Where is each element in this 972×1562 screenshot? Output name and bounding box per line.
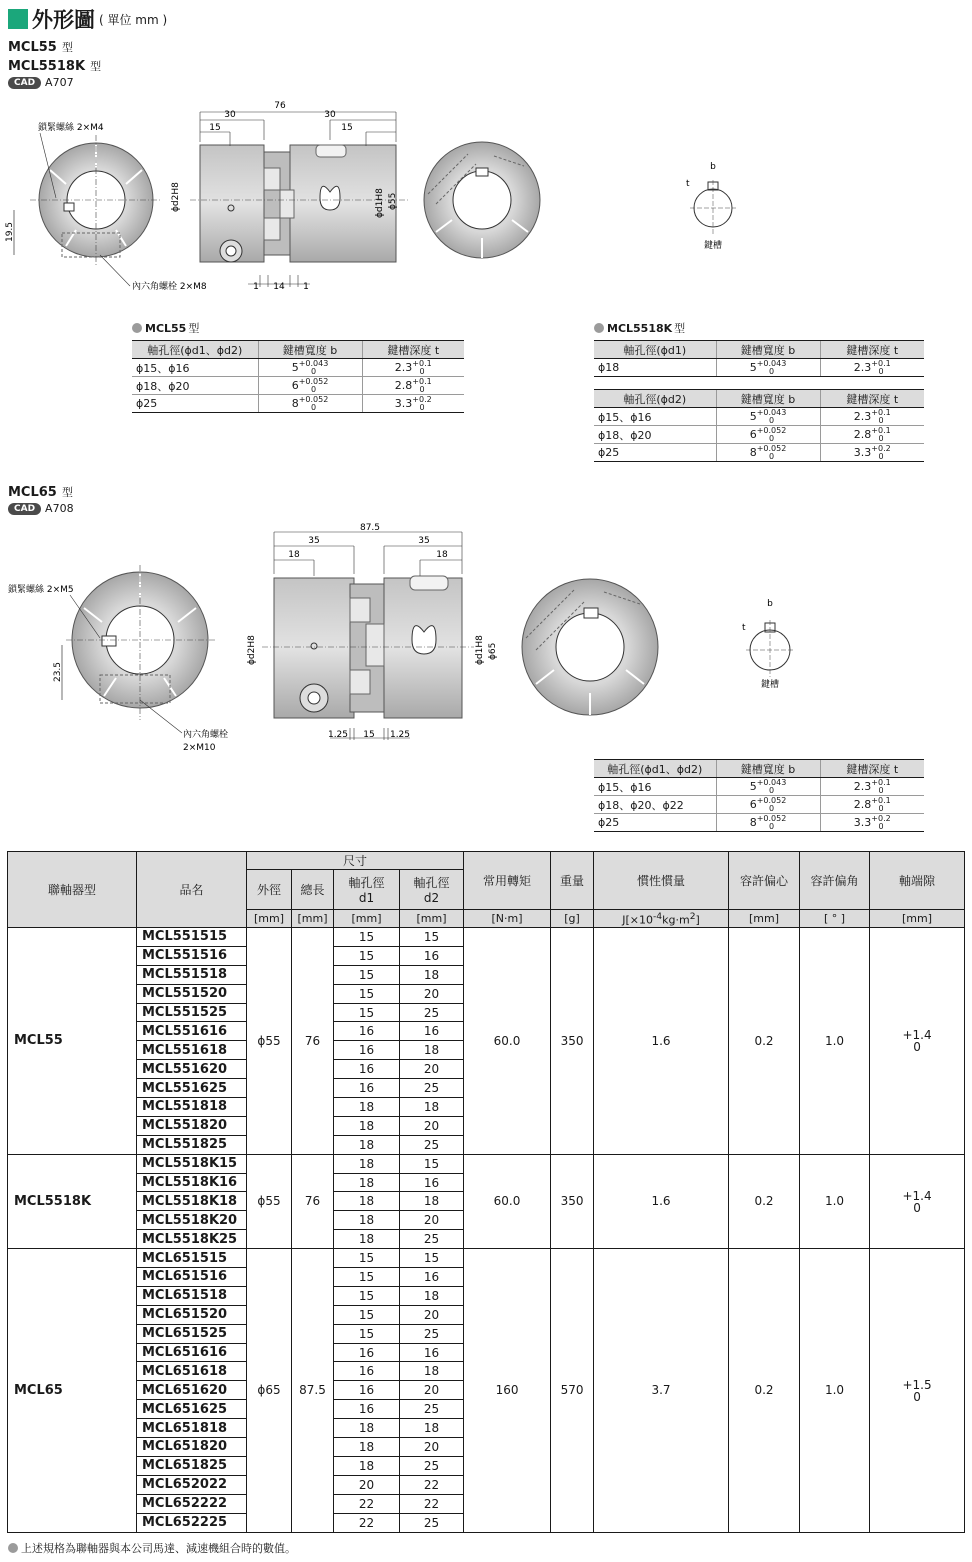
table-row: MCL651825 18 25	[8, 1456, 965, 1475]
table-row: MCL5518K18 18 18	[8, 1192, 965, 1211]
svg-text:ϕd1H8: ϕd1H8	[475, 635, 485, 665]
key-table-mcl5518k-d1: 軸孔徑(ϕd1) 鍵槽寬度 b 鍵槽深度 t ϕ18 5 +0.043 0 2.3 +0.1 0	[594, 340, 924, 377]
table-row: MCL551518 15 18	[8, 965, 965, 984]
part-number[interactable]: MCL551818	[137, 1098, 247, 1117]
table-row: MCL551820 18 20	[8, 1116, 965, 1135]
table-row: MCL551620 16 20	[8, 1060, 965, 1079]
table-row: MCL651820 18 20	[8, 1438, 965, 1457]
side-view	[247, 523, 498, 740]
table-row: MCL652222 22 22	[8, 1494, 965, 1513]
part-number[interactable]: MCL551625	[137, 1079, 247, 1098]
endplay-value: +1.4 0	[870, 928, 965, 1155]
col-inertia: 慣性慣量	[594, 852, 729, 910]
svg-text:15: 15	[341, 123, 353, 133]
part-number[interactable]: MCL5518K15	[137, 1154, 247, 1173]
col-misalign: 容許偏心	[729, 852, 800, 910]
svg-text:b: b	[710, 162, 716, 172]
part-number[interactable]: MCL651520	[137, 1305, 247, 1324]
part-number[interactable]: MCL551820	[137, 1116, 247, 1135]
svg-text:30: 30	[324, 110, 336, 120]
cad-badge[interactable]: CAD	[8, 503, 41, 515]
col-torque: 常用轉矩	[464, 852, 551, 910]
key-table-mcl5518k-d2: 軸孔徑(ϕd2) 鍵槽寬度 b 鍵槽深度 t ϕ15、ϕ16 5 +0.043 0 2.3 +0.1 0 ϕ18、ϕ20 6 +0.052 0 2.8 +0.1 0 ϕ25 8 +0.052 0 3.3 +0.2 0	[594, 389, 924, 462]
part-number[interactable]: MCL551515	[137, 928, 247, 947]
table-row: MCL651618 16 18	[8, 1362, 965, 1381]
part-number[interactable]: MCL651825	[137, 1456, 247, 1475]
table-row: MCL551616 16 16	[8, 1022, 965, 1041]
cad-code[interactable]: A707	[45, 76, 74, 89]
part-number[interactable]: MCL551825	[137, 1135, 247, 1154]
col-part-no: 品名	[137, 852, 247, 928]
part-number[interactable]: MCL651820	[137, 1438, 247, 1457]
part-number[interactable]: MCL651518	[137, 1286, 247, 1305]
unit-note: ( 單位 mm )	[99, 12, 168, 27]
end-view-left	[8, 565, 228, 753]
footnote: 上述規格為聯軸器與本公司馬達、減速機組合時的數值。	[8, 1540, 296, 1556]
svg-text:鍵槽: 鍵槽	[760, 680, 780, 690]
table-row: MCL551520 15 20	[8, 984, 965, 1003]
key-row: ϕ15、ϕ16 5 +0.043 0 2.3 +0.1 0	[132, 359, 464, 377]
svg-text:ϕ65: ϕ65	[488, 642, 498, 660]
table-row: MCL652225 22 25	[8, 1513, 965, 1532]
part-number[interactable]: MCL651616	[137, 1343, 247, 1362]
part-number[interactable]: MCL651525	[137, 1324, 247, 1343]
svg-text:t: t	[686, 179, 690, 189]
svg-text:內六角螺栓: 內六角螺栓	[183, 730, 229, 740]
part-number[interactable]: MCL5518K25	[137, 1230, 247, 1249]
table-row: MCL651520 15 20	[8, 1305, 965, 1324]
svg-text:鎖緊螺絲 2×M4: 鎖緊螺絲 2×M4	[38, 123, 104, 133]
svg-text:1.25: 1.25	[389, 730, 411, 740]
part-number[interactable]: MCL652225	[137, 1513, 247, 1532]
table-row: MCL5518K20 18 20	[8, 1211, 965, 1230]
key-table-mcl65: 軸孔徑(ϕd1、ϕd2) 鍵槽寬度 b 鍵槽深度 t ϕ15、ϕ16 5 +0.043 0 2.3 +0.1 0 ϕ18、ϕ20、ϕ22 6 +0.052 0 2.8 +0.1 0 ϕ25 8 +0.052 0 3.3 +0.2 0	[594, 759, 924, 832]
endplay-value: +1.5 0	[870, 1249, 965, 1532]
table-row: MCL55 MCL551515 ϕ55 76 15 15 60.0 350 1.6 0.2 1.0 +1.4 0	[8, 928, 965, 947]
svg-text:18: 18	[436, 550, 448, 560]
part-number[interactable]: MCL651625	[137, 1400, 247, 1419]
table-row: MCL651616 16 16	[8, 1343, 965, 1362]
table-row: MCL651620 16 20	[8, 1381, 965, 1400]
drawing-mcl55	[0, 90, 760, 300]
svg-text:35: 35	[418, 536, 430, 546]
key-row: ϕ25 8 +0.052 0 3.3 +0.2 0	[594, 444, 924, 462]
svg-text:1: 1	[303, 282, 309, 292]
key-row: ϕ15、ϕ16 5 +0.043 0 2.3 +0.1 0	[594, 778, 924, 796]
svg-text:15: 15	[363, 730, 375, 740]
drawing-mcl65	[0, 520, 820, 760]
end-view-right	[522, 579, 658, 715]
key-table-mcl65-block	[594, 759, 924, 832]
col-endplay: 軸端隙	[870, 852, 965, 910]
key-table-mcl55-block: MCL55 型 軸孔徑(ϕd1、ϕd2) 鍵槽寬度 b 鍵槽深度 t ϕ15、ϕ16 5 +0.043 0 2.3 +0.1 0 ϕ18、ϕ20 6 +0.052 0 2.8 +0.1 0 ϕ25 8 +0.052 0 3.3 +0.2 0	[132, 320, 464, 413]
svg-text:ϕ55: ϕ55	[388, 192, 398, 210]
part-number[interactable]: MCL652022	[137, 1475, 247, 1494]
endplay-value: +1.4 0	[870, 1154, 965, 1248]
key-row: ϕ18、ϕ20 6 +0.052 0 2.8 +0.1 0	[132, 377, 464, 395]
key-row: ϕ25 8 +0.052 0 3.3 +0.2 0	[132, 395, 464, 413]
end-view-right	[424, 142, 540, 258]
part-number[interactable]: MCL551516	[137, 946, 247, 965]
page-header	[8, 4, 167, 34]
table-row: MCL5518K MCL5518K15 ϕ55 76 18 15 60.0 350 1.6 0.2 1.0 +1.4 0	[8, 1154, 965, 1173]
svg-text:23.5: 23.5	[53, 661, 63, 683]
page-title: 外形圖	[32, 8, 95, 32]
key-row: ϕ18、ϕ20、ϕ22 6 +0.052 0 2.8 +0.1 0	[594, 796, 924, 814]
section-marker	[8, 9, 28, 29]
col-coupling-type: 聯軸器型	[8, 852, 137, 928]
part-number[interactable]: MCL5518K18	[137, 1192, 247, 1211]
svg-text:t: t	[742, 623, 746, 633]
table-row: MCL652022 20 22	[8, 1475, 965, 1494]
table-row: MCL551818 18 18	[8, 1098, 965, 1117]
svg-text:76: 76	[274, 101, 286, 111]
table-row: MCL5518K16 18 16	[8, 1173, 965, 1192]
part-number[interactable]: MCL5518K16	[137, 1173, 247, 1192]
svg-text:1: 1	[253, 282, 259, 292]
part-number[interactable]: MCL551620	[137, 1060, 247, 1079]
part-number[interactable]: MCL651515	[137, 1249, 247, 1268]
part-number[interactable]: MCL651620	[137, 1381, 247, 1400]
svg-text:b: b	[767, 599, 773, 609]
spec-table: 聯軸器型 品名 尺寸 常用轉矩 重量 慣性慣量 容許偏心 容許偏角 軸端隙 外徑 總長 軸孔徑 d1 軸孔徑 d2 [mm] [mm] [mm] [mm] [N·m] [g] $J[\times 10^{-4}kg\cdot m^2]$ [mm] [ ° ] [mm] MCL55 MCL551515 ϕ55 76 15 15 60.0 350 1.6 0.2 1.0 +1.4 0 MCL551516 15 16 MCL551518 15 18 MCL551520 15 20 MCL551525 15 25 MCL551616 16 16 MCL551618 16 18 MCL551620 16 20 MCL551625 16 25 MCL551818 18 18 MCL551820 18 20 MCL551825 18 25 MCL5518K MCL5518K15 ϕ55 76 18 15 60.0 350 1.6 0.2 1.0 +1.4 0 MCL5518K16 18 16 MCL5518K18 18 18 MCL5518K20 18 20 MCL5518K25 18 25 MCL65 MCL651515 ϕ65 87.5 15 15 160 570 3.7 0.2 1.0 +1.5 0 MCL651516 15 16 MCL651518 15 18 MCL651520 15 20 MCL651525 15 25 MCL651616 16 16 MCL651618 16 18 MCL651620 16 20 MCL651625 16 25 MCL651818 18 18 MCL651820 18 20 MCL651825 18 25 MCL652022 20 22 MCL652222 22 22 MCL652225 22 25	[7, 851, 965, 1533]
table-row: MCL551825 18 25	[8, 1135, 965, 1154]
table-row: MCL5518K25 18 25	[8, 1230, 965, 1249]
keyway-detail	[742, 599, 794, 690]
key-table-mcl5518k-block: MCL5518K 型 軸孔徑(ϕd1) 鍵槽寬度 b 鍵槽深度 t ϕ18 5 +0.043 0 2.3 +0.1 0 軸孔徑(ϕd2) 鍵槽寬度 b 鍵槽深度 t ϕ15、ϕ16 5 +0.043 0 2.3 +0.1 0 ϕ18、ϕ20 6 +0.052 0 2.8 +0.1 0 ϕ25 8 +0.052 0 3.3 +0.2 0	[594, 320, 924, 462]
table-row: MCL551516 15 16	[8, 946, 965, 965]
svg-text:87.5: 87.5	[359, 523, 381, 533]
svg-text:14: 14	[273, 282, 285, 292]
model-heading-1: MCL55 型 MCL5518K 型 CAD A707	[8, 40, 102, 89]
table-row: MCL551618 16 18	[8, 1041, 965, 1060]
col-weight: 重量	[551, 852, 594, 910]
key-row: ϕ18、ϕ20 6 +0.052 0 2.8 +0.1 0	[594, 426, 924, 444]
col-angle: 容許偏角	[800, 852, 870, 910]
table-row: MCL651525 15 25	[8, 1324, 965, 1343]
part-number[interactable]: MCL651818	[137, 1419, 247, 1438]
group-name: MCL65	[8, 1249, 137, 1532]
key-row: ϕ18 5 +0.043 0 2.3 +0.1 0	[594, 359, 924, 377]
part-number[interactable]: MCL651618	[137, 1362, 247, 1381]
part-number[interactable]: MCL551618	[137, 1041, 247, 1060]
key-row: ϕ25 8 +0.052 0 3.3 +0.2 0	[594, 814, 924, 832]
part-number[interactable]: MCL652222	[137, 1494, 247, 1513]
cad-badge[interactable]: CAD	[8, 77, 41, 89]
key-row: ϕ15、ϕ16 5 +0.043 0 2.3 +0.1 0	[594, 408, 924, 426]
col-dimensions: 尺寸	[247, 852, 464, 870]
svg-text:15: 15	[209, 123, 221, 133]
keyway-detail	[686, 162, 736, 251]
part-number[interactable]: MCL651516	[137, 1268, 247, 1287]
svg-text:ϕd2H8: ϕd2H8	[247, 635, 257, 665]
part-number[interactable]: MCL551520	[137, 984, 247, 1003]
part-number[interactable]: MCL551525	[137, 1003, 247, 1022]
svg-text:鎖緊螺絲 2×M5: 鎖緊螺絲 2×M5	[8, 585, 74, 595]
svg-text:內六角螺栓 2×M8: 內六角螺栓 2×M8	[132, 282, 207, 292]
part-number[interactable]: MCL551616	[137, 1022, 247, 1041]
part-number[interactable]: MCL5518K20	[137, 1211, 247, 1230]
model-heading-2: MCL65 型 CAD A708	[8, 485, 74, 515]
svg-text:35: 35	[308, 536, 320, 546]
svg-text:1.25: 1.25	[327, 730, 349, 740]
group-name: MCL55	[8, 928, 137, 1155]
cad-code[interactable]: A708	[45, 502, 74, 515]
svg-text:ϕd2H8: ϕd2H8	[171, 182, 181, 212]
table-row: MCL65 MCL651515 ϕ65 87.5 15 15 160 570 3.7 0.2 1.0 +1.5 0	[8, 1249, 965, 1268]
table-row: MCL651518 15 18	[8, 1286, 965, 1305]
svg-text:ϕd1H8: ϕd1H8	[375, 188, 385, 218]
svg-text:鍵槽: 鍵槽	[703, 241, 723, 251]
svg-text:2×M10: 2×M10	[183, 743, 216, 753]
svg-text:30: 30	[224, 110, 236, 120]
group-name: MCL5518K	[8, 1154, 137, 1248]
table-row: MCL651516 15 16	[8, 1268, 965, 1287]
key-table-mcl55: 軸孔徑(ϕd1、ϕd2) 鍵槽寬度 b 鍵槽深度 t ϕ15、ϕ16 5 +0.043 0 2.3 +0.1 0 ϕ18、ϕ20 6 +0.052 0 2.8 +0.1 0 ϕ25 8 +0.052 0 3.3 +0.2 0	[132, 340, 464, 413]
table-row: MCL551625 16 25	[8, 1079, 965, 1098]
part-number[interactable]: MCL551518	[137, 965, 247, 984]
table-row: MCL651818 18 18	[8, 1419, 965, 1438]
svg-text:19.5: 19.5	[5, 221, 15, 243]
table-row: MCL651625 16 25	[8, 1400, 965, 1419]
svg-text:18: 18	[288, 550, 300, 560]
table-row: MCL551525 15 25	[8, 1003, 965, 1022]
side-view	[171, 101, 408, 292]
